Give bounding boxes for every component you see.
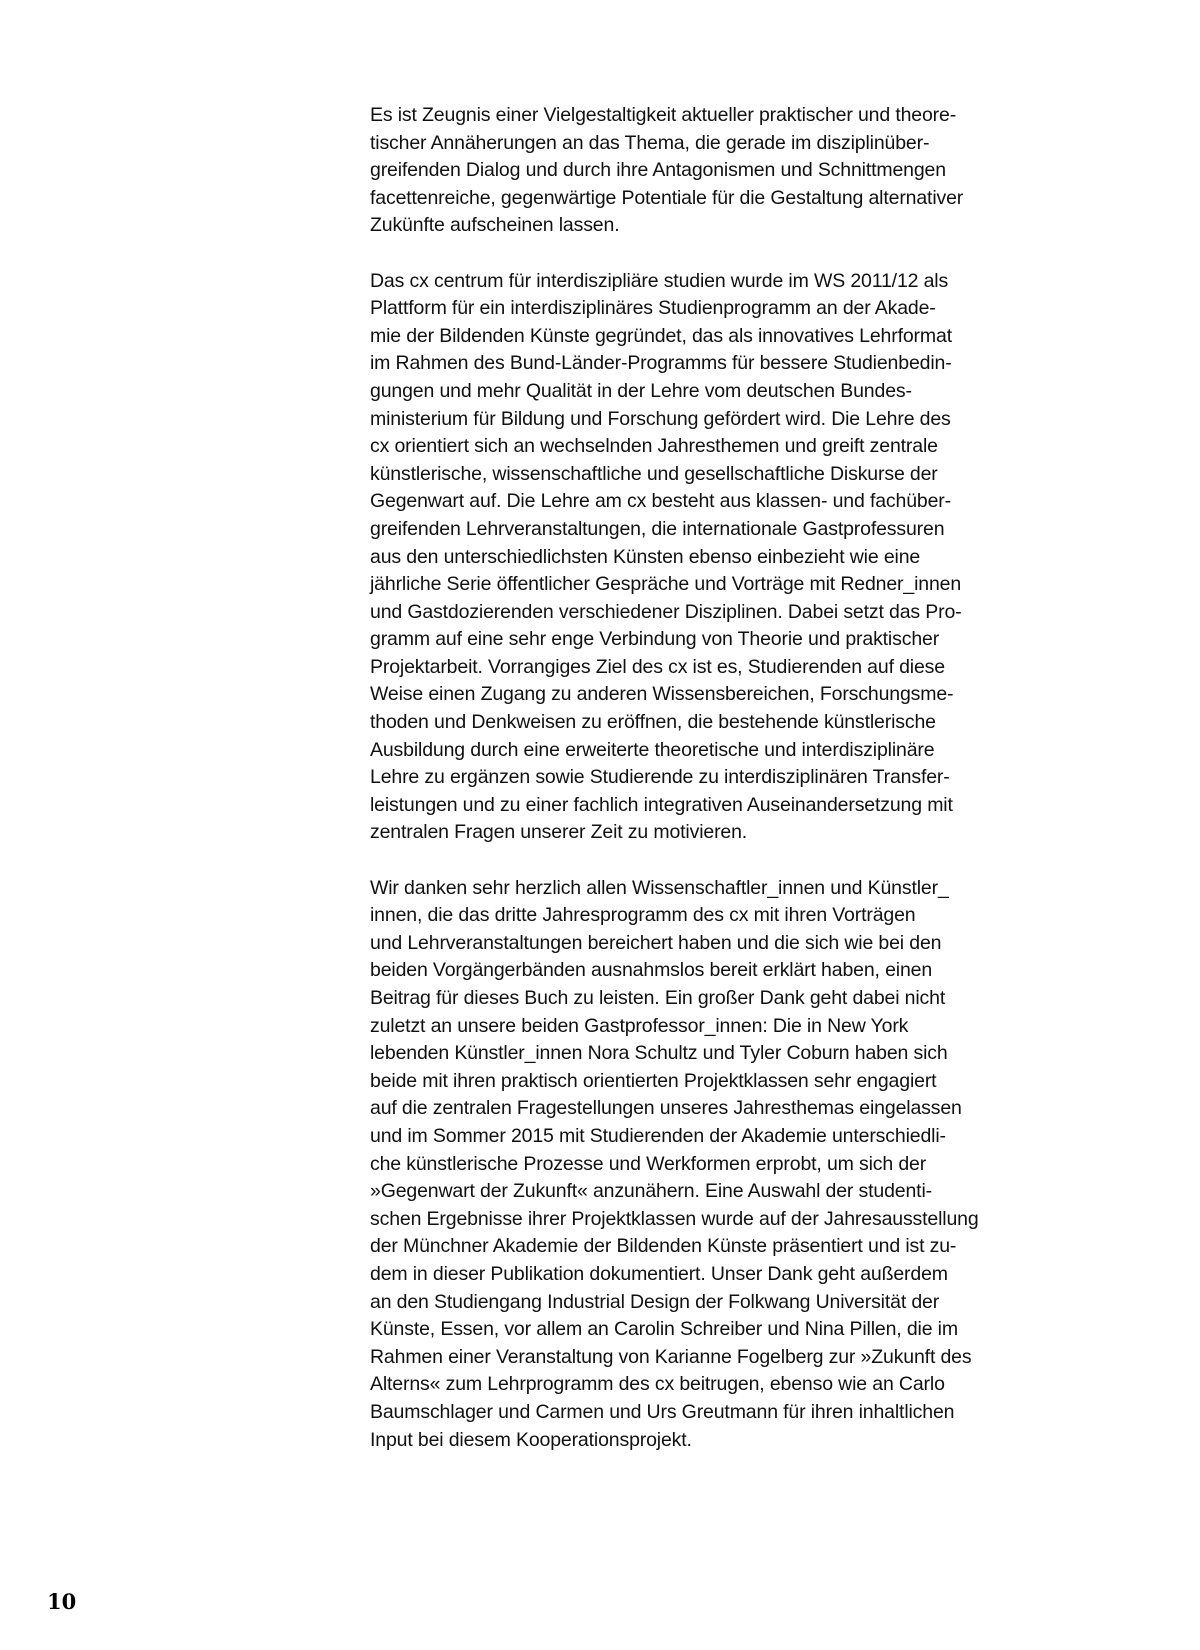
text-line: beiden Vorgängerbänden ausnahmslos bereit erklärt haben, einen [370, 959, 933, 982]
text-line: Alterns« zum Lehrprogramm des cx beitrugen, ebenso wie an Carlo [370, 1373, 945, 1396]
text-line: greifenden Lehrveranstaltungen, die internationale Gastprofessuren [370, 517, 945, 540]
text-line: leistungen und zu einer fachlich integrativen Auseinandersetzung mit [370, 793, 953, 816]
text-line: Ausbildung durch eine erweiterte theoretische und interdisziplinäre [370, 738, 935, 761]
body-text [370, 102, 1090, 1482]
text-line: ministerium für Bildung und Forschung gefördert wird. Die Lehre des [370, 407, 951, 430]
text-line: gramm auf eine sehr enge Verbindung von Theorie und praktischer [370, 628, 940, 651]
text-line: Beitrag für dieses Buch zu leisten. Ein großer Dank geht dabei nicht [370, 987, 946, 1009]
text-line: zuletzt an unsere beiden Gastprofessor_innen: Die in New York [370, 1014, 909, 1037]
text-line: Rahmen einer Veranstaltung von Karianne Fogelberg zur »Zukunft des [370, 1345, 972, 1368]
text-line: auf die zentralen Fragestellungen unseres Jahresthemas eingelassen [370, 1097, 962, 1120]
text-line: jährliche Serie öffentlicher Gespräche und Vorträge mit Redner_innen [370, 573, 962, 596]
text-line: greifenden Dialog und durch ihre Antagonismen und Schnittmengen [370, 159, 946, 182]
text-line: Künste, Essen, vor allem an Carolin Schreiber und Nina Pillen, die im [370, 1318, 958, 1341]
text-line: schen Ergebnisse ihrer Projektklassen wurde auf der Jahresausstellung [370, 1207, 979, 1230]
text-line: im Rahmen des Bund-Länder-Programms für bessere Studienbedin- [370, 352, 952, 375]
text-line: und Lehrveranstaltungen bereichert haben und die sich wie bei den [370, 931, 942, 954]
text-line: cx orientiert sich an wechselnden Jahresthemen und greift zentrale [370, 435, 938, 458]
text-line: und im Sommer 2015 mit Studierenden der Akademie unterschiedli- [370, 1124, 946, 1147]
text-line: dem in dieser Publikation dokumentiert. Unser Dank geht außerdem [370, 1262, 948, 1285]
page-number: 10 [47, 1589, 77, 1614]
text-line: che künstlerische Prozesse und Werkformen erprobt, um sich der [370, 1152, 927, 1175]
paragraph-acknowledgements [370, 875, 1090, 1454]
text-line: an den Studiengang Industrial Design der Folkwang Universität der [370, 1290, 940, 1313]
text-line: lebenden Künstler_innen Nora Schultz und Tyler Coburn haben sich [370, 1042, 948, 1065]
text-line: mie der Bildenden Künste gegründet, das als innovatives Lehrformat [370, 324, 952, 347]
text-line: künstlerische, wissenschaftliche und gesellschaftliche Diskurse der [370, 462, 938, 485]
text-line: und Gastdozierenden verschiedener Disziplinen. Dabei setzt das Pro- [370, 600, 962, 623]
text-line: Baumschlager und Carmen und Urs Greutmann für ihren inhaltlichen [370, 1400, 955, 1423]
text-line: Projektarbeit. Vorrangiges Ziel des cx ist es, Studierenden auf diese [370, 655, 945, 678]
text-line: gungen und mehr Qualität in der Lehre vom deutschen Bundes- [370, 379, 912, 402]
text-line: Das cx centrum für interdiszipliäre studien wurde im WS 2011/12 als [370, 269, 949, 292]
text-line: facettenreiche, gegenwärtige Potentiale für die Gestaltung alternativer [370, 186, 964, 209]
text-line: Wir danken sehr herzlich allen Wissenschaftler_innen und Künstler_ [370, 876, 949, 899]
text-line: Input bei diesem Kooperationsprojekt. [370, 1428, 692, 1451]
text-line: Gegenwart auf. Die Lehre am cx besteht aus klassen- und fachüber- [370, 490, 951, 513]
text-line: beide mit ihren praktisch orientierten Projektklassen sehr engagiert [370, 1069, 937, 1092]
text-line: Es ist Zeugnis einer Vielgestaltigkeit aktueller praktischer und theore- [370, 104, 957, 126]
text-line: Weise einen Zugang zu anderen Wissensbereichen, Forschungsme- [370, 683, 954, 706]
text-line: thoden und Denkweisen zu eröffnen, die bestehende künstlerische [370, 711, 936, 734]
text-line: Plattform für ein interdisziplinäres Studienprogramm an der Akade- [370, 297, 936, 320]
text-line: zentralen Fragen unserer Zeit zu motivieren. [370, 821, 748, 844]
paragraph-intro [370, 102, 1090, 240]
text-line: »Gegenwart der Zukunft« anzunähern. Eine Auswahl der studenti- [370, 1180, 932, 1203]
paragraph-about-cx [370, 268, 1090, 847]
text-line: Zukünfte aufscheinen lassen. [370, 214, 620, 237]
text-line: der Münchner Akademie der Bildenden Künste präsentiert und ist zu- [370, 1235, 957, 1258]
text-line: aus den unterschiedlichsten Künsten ebenso einbezieht wie eine [370, 545, 921, 568]
text-line: Lehre zu ergänzen sowie Studierende zu interdisziplinären Transfer- [370, 766, 950, 789]
text-line: tischer Annäherungen an das Thema, die gerade im disziplinüber- [370, 131, 930, 154]
text-line: innen, die das dritte Jahresprogramm des cx mit ihren Vorträgen [370, 904, 916, 927]
